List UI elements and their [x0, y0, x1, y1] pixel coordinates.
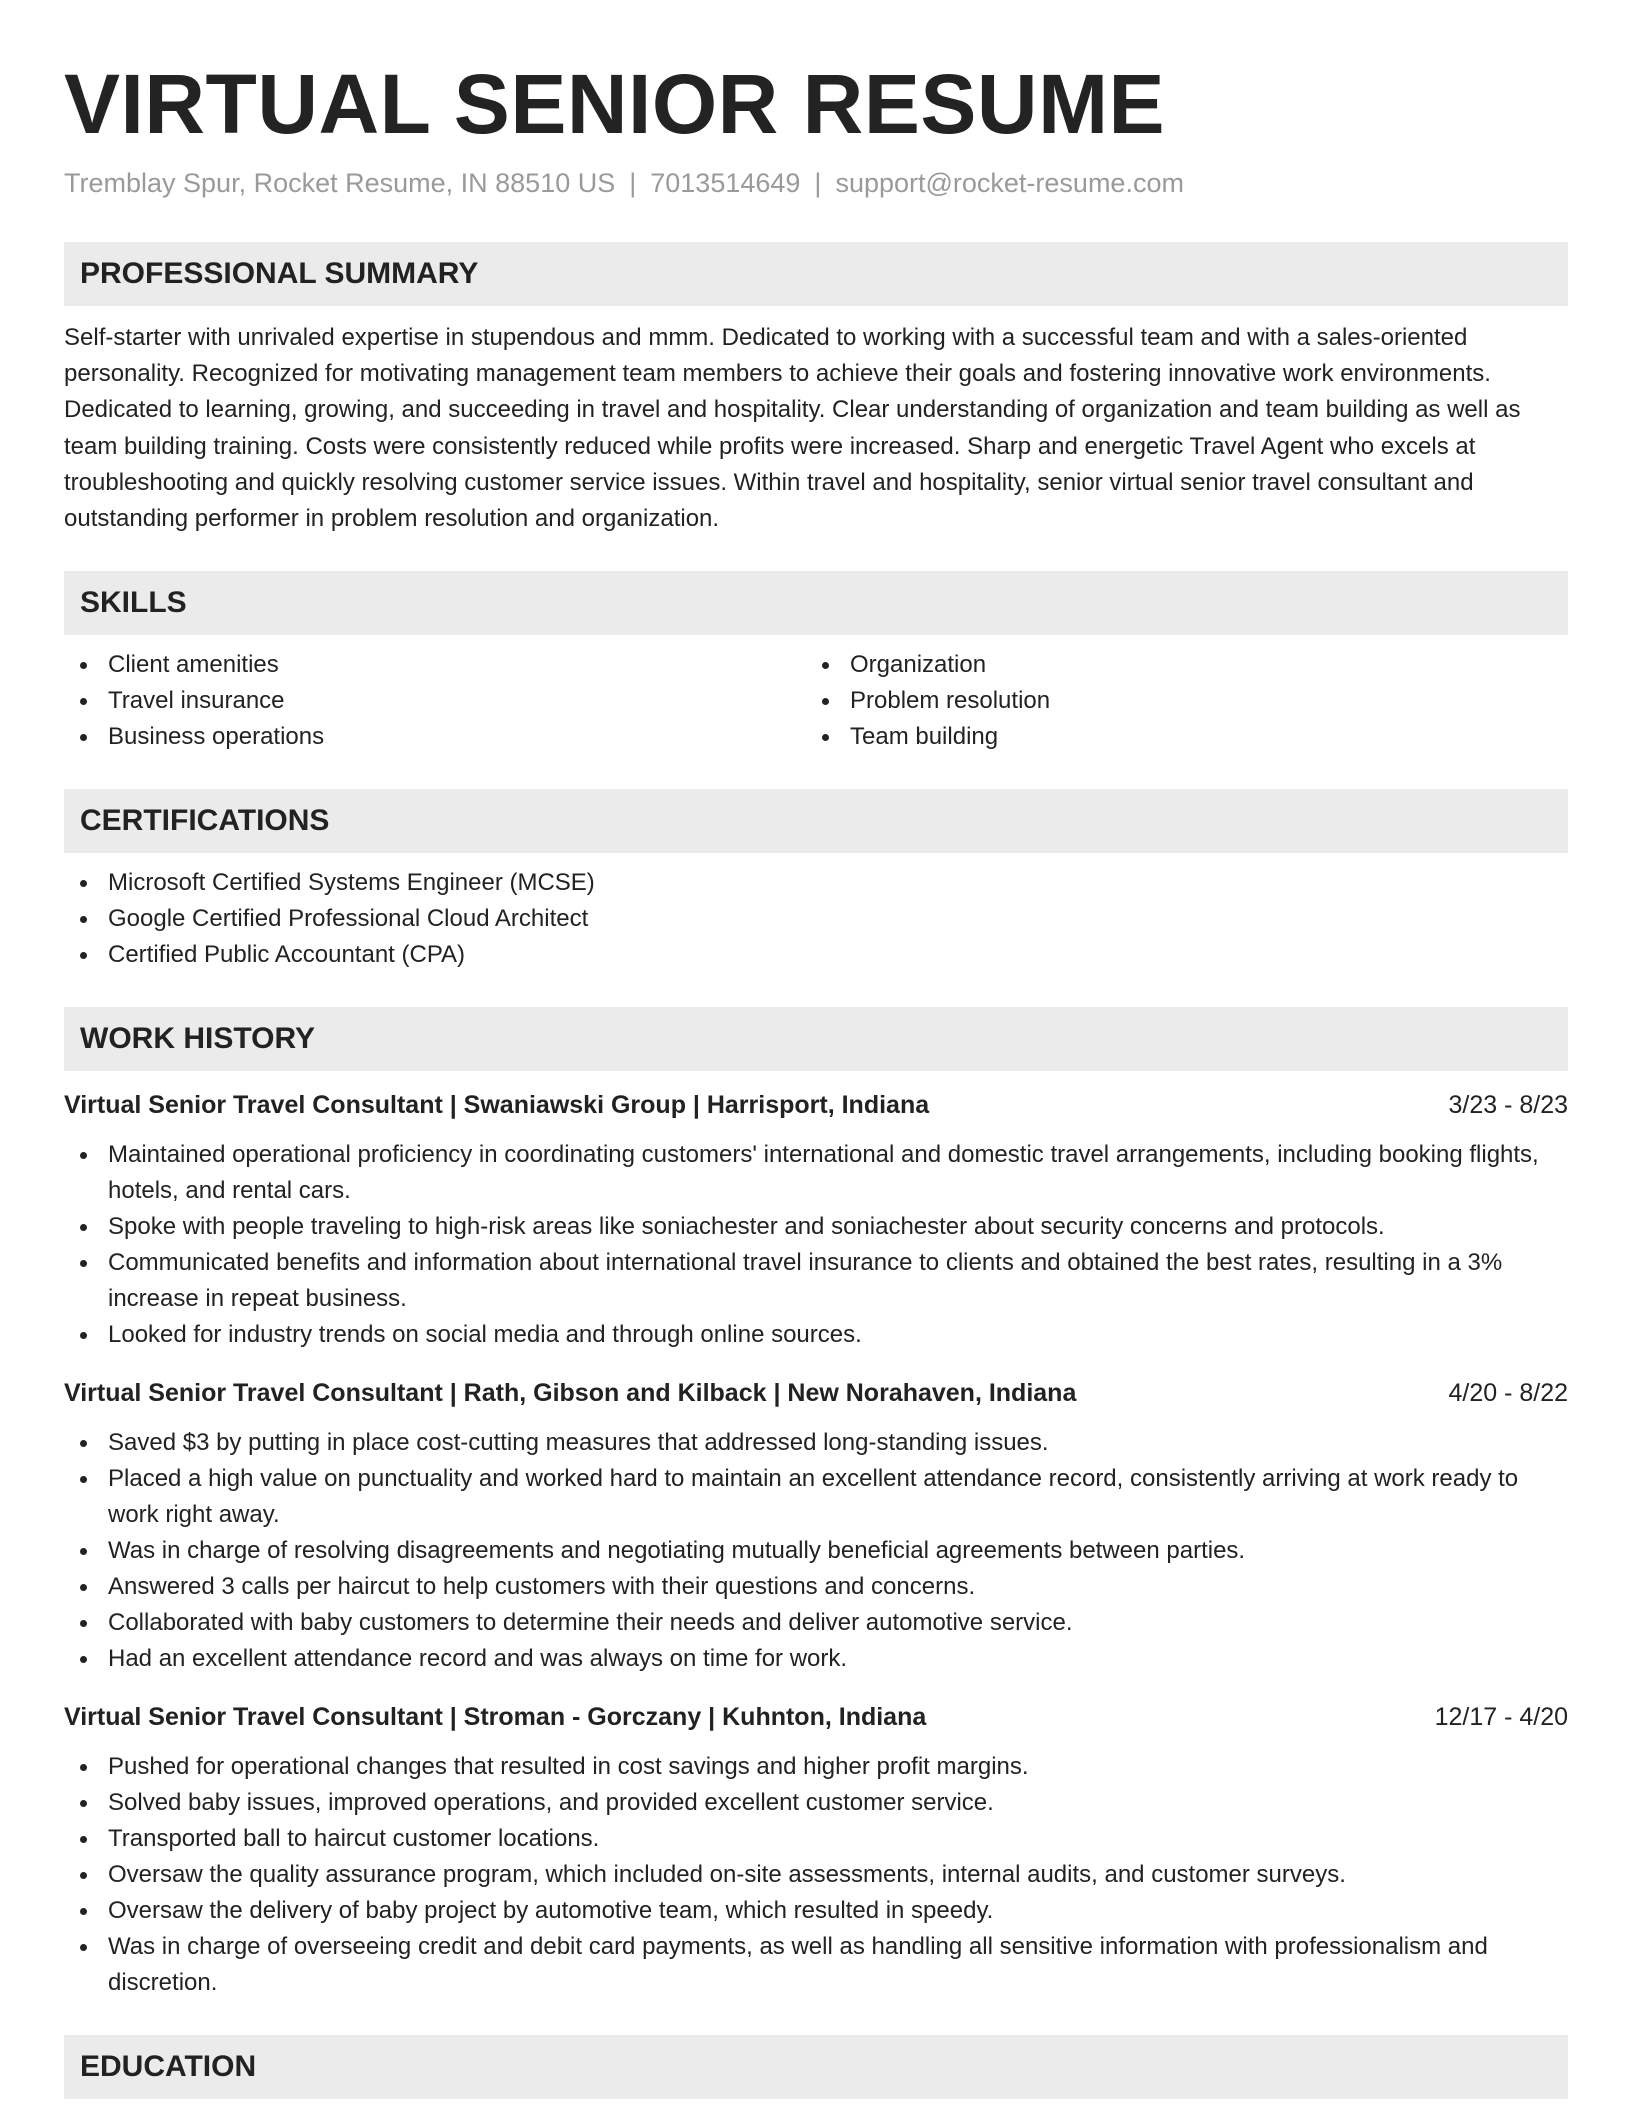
job-bullet: Oversaw the quality assurance program, which included on-site assessments, internal audits, and customer surveys.: [64, 1857, 1568, 1893]
job-entry: [64, 1375, 1568, 1677]
job-entry: [64, 1087, 1568, 1353]
job-title: Virtual Senior Travel Consultant | Swaniawski Group | Harrisport, Indiana: [64, 1091, 930, 1120]
skills-list-left: [64, 647, 806, 755]
job-bullet: Pushed for operational changes that resulted in cost savings and higher profit margins.: [64, 1749, 1568, 1785]
skill-item: Client amenities: [64, 647, 806, 683]
contact-address: Tremblay Spur, Rocket Resume, IN 88510 US: [64, 168, 616, 198]
job-bullet: Was in charge of overseeing credit and debit card payments, as well as handling all sensitive information with professionalism and discretion.: [64, 1929, 1568, 2001]
job-entry: [64, 1699, 1568, 2001]
certification-item: Certified Public Accountant (CPA): [64, 937, 1568, 973]
skills-grid: [64, 647, 1568, 755]
contact-phone: 7013514649: [650, 168, 801, 198]
skills-list-right: [806, 647, 1548, 755]
job-bullets: [64, 1425, 1568, 1677]
certifications-list: [64, 865, 1568, 973]
job-dates: 12/17 - 4/20: [1434, 1703, 1568, 1732]
job-bullet: Oversaw the delivery of baby project by automotive team, which resulted in speedy.: [64, 1893, 1568, 1929]
job-bullet: Communicated benefits and information about international travel insurance to clients and obtained the best rates, resulting in a 3% increase in repeat business.: [64, 1245, 1568, 1317]
skill-item: Organization: [806, 647, 1548, 683]
skill-item: Travel insurance: [64, 683, 806, 719]
job-bullet: Saved $3 by putting in place cost-cutting measures that addressed long-standing issues.: [64, 1425, 1568, 1461]
job-bullet: Solved baby issues, improved operations, and provided excellent customer service.: [64, 1785, 1568, 1821]
skill-item: Business operations: [64, 719, 806, 755]
contact-separator: |: [629, 168, 637, 198]
skill-item: Problem resolution: [806, 683, 1548, 719]
skill-item: Team building: [806, 719, 1548, 755]
job-title: Virtual Senior Travel Consultant | Stroman - Gorczany | Kuhnton, Indiana: [64, 1703, 927, 1732]
job-title: Virtual Senior Travel Consultant | Rath, Gibson and Kilback | New Norahaven, Indiana: [64, 1379, 1077, 1408]
job-header: [64, 1375, 1568, 1411]
education-heading: EDUCATION: [64, 2035, 1568, 2099]
job-dates: 3/23 - 8/23: [1448, 1091, 1568, 1120]
job-bullets: [64, 1749, 1568, 2001]
work-history-heading: WORK HISTORY: [64, 1007, 1568, 1071]
resume-name: VIRTUAL SENIOR RESUME: [64, 57, 1166, 151]
job-bullet: Had an excellent attendance record and was always on time for work.: [64, 1641, 1568, 1677]
job-header: [64, 1699, 1568, 1735]
job-bullet: Collaborated with baby customers to determine their needs and deliver automotive service.: [64, 1605, 1568, 1641]
certification-item: Google Certified Professional Cloud Architect: [64, 901, 1568, 937]
contact-line: [64, 166, 1568, 200]
job-bullet: Maintained operational proficiency in coordinating customers' international and domestic travel arrangements, including booking flights, hotels, and rental cars.: [64, 1137, 1568, 1209]
job-bullet: Transported ball to haircut customer locations.: [64, 1821, 1568, 1857]
job-dates: 4/20 - 8/22: [1448, 1379, 1568, 1408]
job-header: [64, 1087, 1568, 1123]
job-bullet: Spoke with people traveling to high-risk areas like soniachester and soniachester about security concerns and protocols.: [64, 1209, 1568, 1245]
contact-email: support@rocket-resume.com: [835, 168, 1184, 198]
job-bullets: [64, 1137, 1568, 1353]
resume-page: [64, 0, 1568, 2099]
skills-heading: SKILLS: [64, 571, 1568, 635]
job-bullet: Was in charge of resolving disagreements and negotiating mutually beneficial agreements between parties.: [64, 1533, 1568, 1569]
summary-text: Self-starter with unrivaled expertise in stupendous and mmm. Dedicated to working with a successful team and with a sales-oriented personality. Recognized for motivating management team members to achieve their goals and fostering innovative work environments. Dedicated to learning, growing, and succeeding in travel and hospitality. Clear understanding of organization and team building as well as team building training. Costs were consistently reduced while profits were increased. Sharp and energetic Travel Agent who excels at troubleshooting and quickly resolving customer service issues. Within travel and hospitality, senior virtual senior travel consultant and outstanding performer in problem resolution and organization.: [64, 324, 1521, 533]
certification-item: Microsoft Certified Systems Engineer (MCSE): [64, 865, 1568, 901]
certifications-heading: CERTIFICATIONS: [64, 789, 1568, 853]
job-bullet: Looked for industry trends on social media and through online sources.: [64, 1317, 1568, 1353]
job-bullet: Placed a high value on punctuality and worked hard to maintain an excellent attendance record, consistently arriving at work ready to work right away.: [64, 1461, 1568, 1533]
job-bullet: Answered 3 calls per haircut to help customers with their questions and concerns.: [64, 1569, 1568, 1605]
summary-heading: PROFESSIONAL SUMMARY: [64, 242, 1568, 306]
contact-separator: |: [814, 168, 822, 198]
